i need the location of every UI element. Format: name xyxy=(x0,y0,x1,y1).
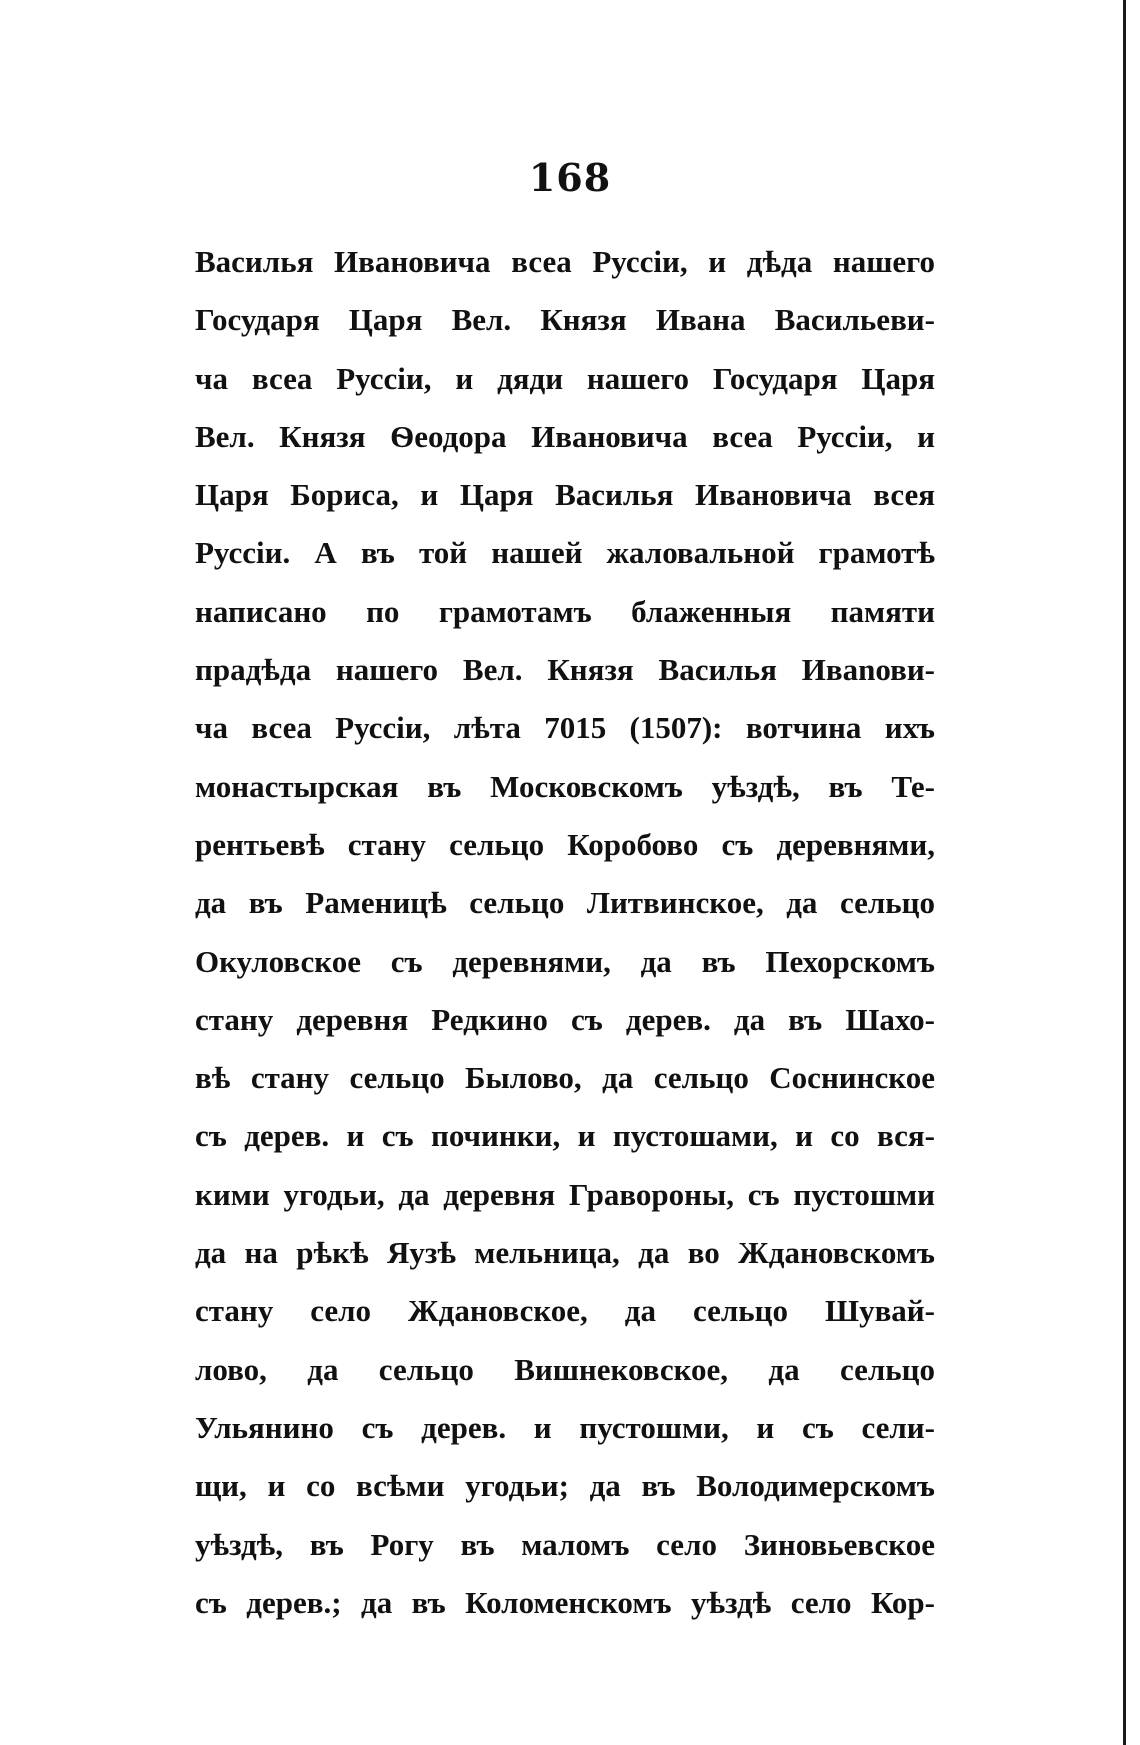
text-line: стану деревня Редкино съ дерев. да въ Шахо- xyxy=(195,1001,935,1037)
text-line: Царя Бориса, и Царя Василья Ивановича всея xyxy=(195,477,935,513)
page-edge-line xyxy=(1123,0,1126,1745)
text-line: ча всеа Руссіи, лѣта 7015 (1507): вотчина ихъ xyxy=(195,710,935,746)
page-number: 168 xyxy=(528,155,612,200)
text-line: прадѣда нашего Вел. Князя Василья Ивanови- xyxy=(195,652,935,688)
text-line: да въ Раменицѣ сельцо Литвинское, да сельцо xyxy=(195,885,935,921)
text-line: уѣздѣ, въ Рогу въ маломъ село Зиновьевское xyxy=(195,1526,935,1562)
text-line: кими угодьи, да деревня Гравороны, съ пустошми xyxy=(195,1176,935,1212)
text-line: стану село Ждановское, да сельцо Шувай- xyxy=(195,1293,935,1329)
text-line: рентьевѣ стану сельцо Коробово съ деревнями, xyxy=(195,826,935,862)
text-line: Руссіи. А въ той нашей жаловальной грамотѣ xyxy=(195,535,935,571)
text-line: Государя Царя Вел. Князя Ивана Васильеви- xyxy=(195,302,935,338)
text-line: съ дерев. и съ починки, и пустошами, и со вся- xyxy=(195,1118,935,1154)
text-line: Окуловское съ деревнями, да въ Пехорскомъ xyxy=(195,943,935,979)
text-line: написано по грамотамъ блаженныя памяти xyxy=(195,593,935,629)
text-line: съ дерев.; да въ Коломенскомъ уѣздѣ село Кор- xyxy=(195,1584,935,1620)
text-line: монастырская въ Московскомъ уѣздѣ, въ Те- xyxy=(195,768,935,804)
text-line: вѣ стану сельцо Былово, да сельцо Соснинское xyxy=(195,1060,935,1096)
text-line: лово, да сельцо Вишнековское, да сельцо xyxy=(195,1351,935,1387)
text-line: да на рѣкѣ Яузѣ мельница, да во Ждановскомъ xyxy=(195,1235,935,1271)
text-line: Василья Ивановича всеа Руссіи, и дѣда нашего xyxy=(195,244,935,279)
text-line: щи, и со всѣми угодьи; да въ Володимерскомъ xyxy=(195,1468,935,1504)
text-line: ча всеа Руссіи, и дяди нашего Государя Царя xyxy=(195,360,935,396)
text-line: Вел. Князя Ѳеодора Ивановича всеа Руссіи, и xyxy=(195,418,935,454)
text-line: Ульянино съ дерев. и пустошми, и съ сели- xyxy=(195,1409,935,1445)
body-text xyxy=(195,233,935,1632)
